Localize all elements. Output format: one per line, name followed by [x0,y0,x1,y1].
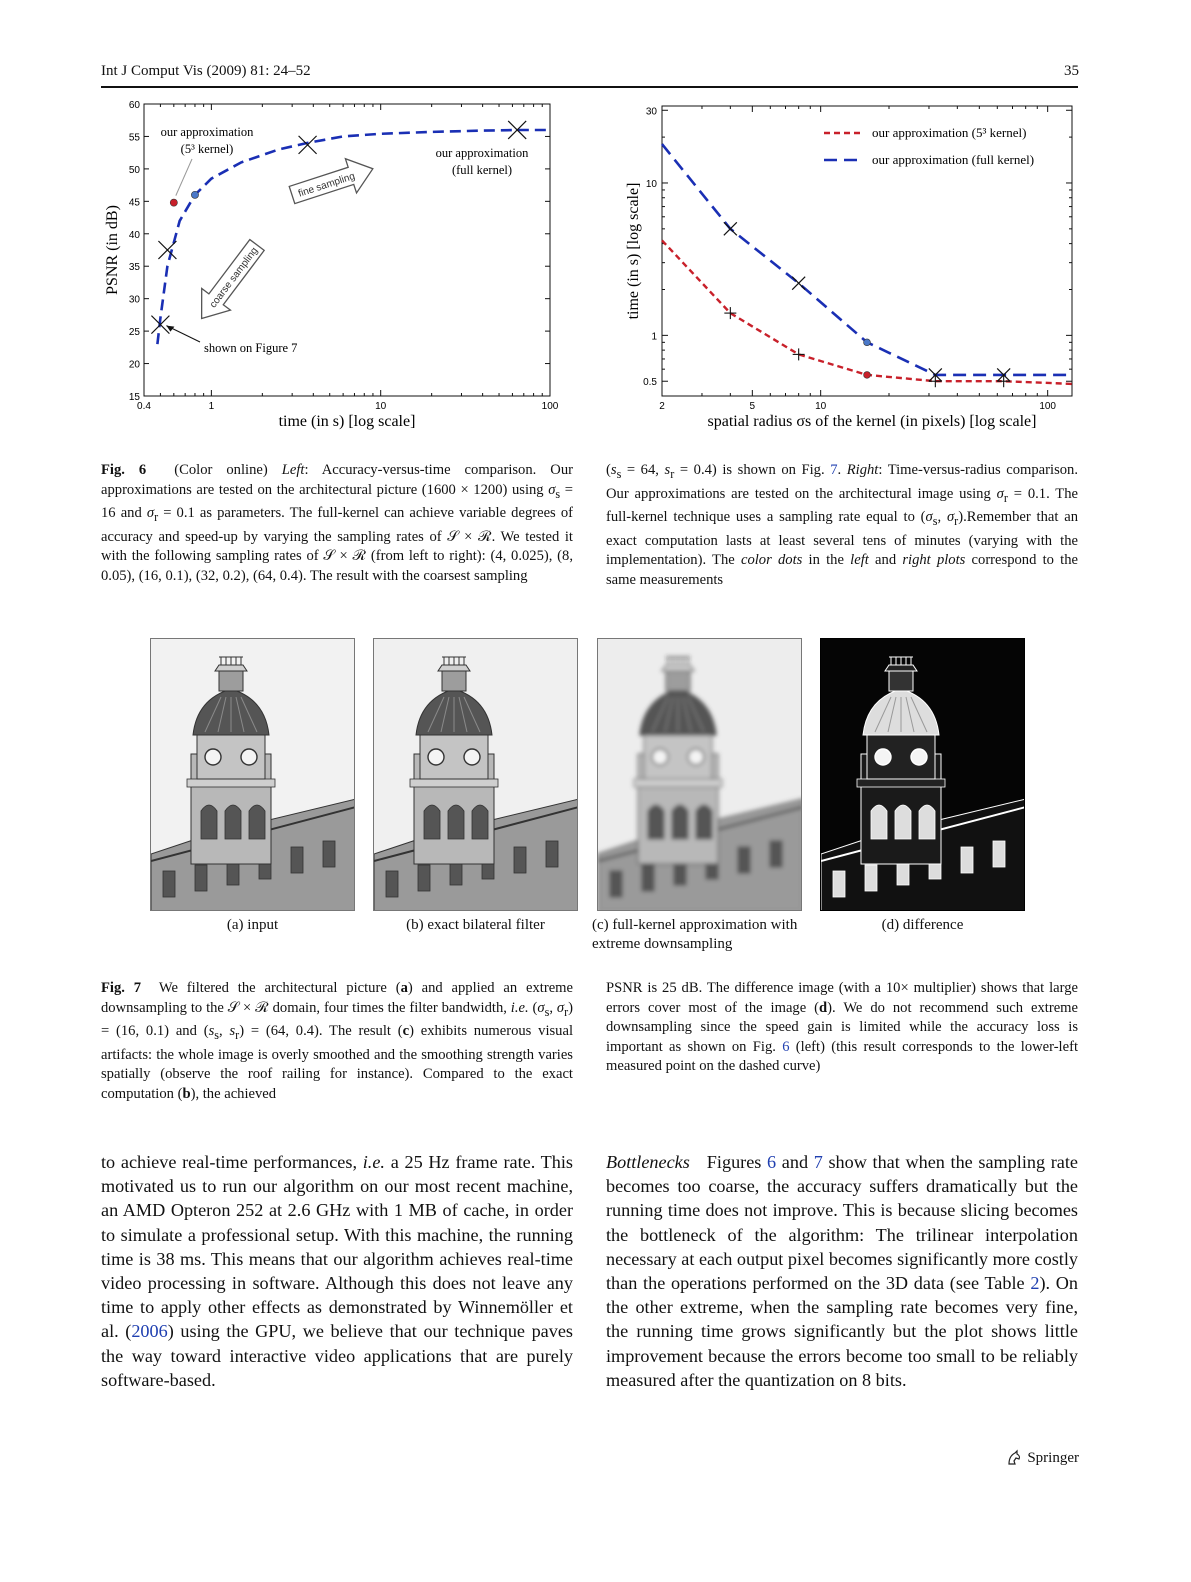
tower-arch-window [201,805,217,839]
lantern-top [215,665,247,671]
header-rule [101,86,1078,88]
annotation-full-line2: (full kernel) [451,163,513,177]
five-kernel-point-2 [793,348,805,360]
tower-ledge [410,779,498,787]
wing-window [546,841,558,867]
subcaption-b: (b) exact bilateral filter [406,917,545,933]
building-illustration-approx [598,639,802,911]
clock-face-right [688,749,704,765]
body-column-left: to achieve real-time performances, i.e. a 25 Hz frame rate. This motivated us to run our algorithm on our most recent machine, an AMD Opteron 252 at 2.6 GHz with 1 MB of cache, in order to simulate a professional setup. With this machine, the running time is 38 ms. This means that our algorithm achieves real-time video processing in software. Although this does not leave any time to apply other effects as demonstrated by Winnemöller et al. (2006) using the GPU, we believe that our technique paves the way toward interactive video applications that are purely software-based. [101,1152,573,1390]
wing-window [738,847,750,873]
fine-sampling-arrow [286,152,378,213]
five-kernel-point-4 [929,375,941,387]
y-tick-label: 60 [128,100,140,111]
x-tick-label: 1 [208,401,215,412]
lantern [889,671,913,691]
y-tick-label: 45 [128,197,140,209]
legend-label-full: our approximation (full kernel) [872,152,1035,167]
fig7-caption-right-text: PSNR is 25 dB. The difference image (with a 10× multiplier) shows that large errors cover most of the image (d). We do not recommend such extreme downsampling since the speed gain is limited while the accuracy loss is important as shown on Fig. 6 (left) (this result corresponds to the lower-left measured point on the dashed curve) [606,980,1078,1075]
psnr-vs-time-chart [95,95,585,440]
y-tick-label: 1 [651,331,657,343]
tower-arch-window [472,805,488,839]
five-kernel-point-5 [998,375,1010,387]
y-tick-label: 55 [128,132,140,144]
five-kernel-series-line [662,240,1072,384]
annotation-full-line1: our approximation [435,146,529,160]
photo-full-kernel [597,638,802,911]
publisher-logo [1005,1449,1079,1467]
y-axis-label: PSNR (in dB) [104,205,121,295]
clock-face-right [911,749,927,765]
y-tick-label: 40 [128,229,140,241]
tower-arch-window [895,805,911,839]
lantern-top [885,665,917,671]
building-illustration-input [151,639,355,911]
fig6-caption-left-text: (Color online) Left: Accuracy-versus-time comparison. Our approximations are tested on the architectural picture (1600 × 1200) using $\sigma_s = 16$ and $\sigma_r = 0.1$ as parameters. The full-kernel can achieve variable degrees of accuracy and speed-up by varying the sampling rates of 𝒮 × ℛ. We tested it with the following sampling rates of 𝒮 × ℛ (from left to right): (4, 0.025), (8, 0.05), (16, 0.1), (32, 0.2), (64, 0.4). The result with the coarsest sampling [101,462,573,584]
tower-arch-window [696,805,712,839]
wing-window [642,865,654,891]
y-tick-label: 10 [645,178,657,190]
tower-ledge [634,779,722,787]
fig7-caption-right [606,979,1078,1077]
lantern [666,671,690,691]
annotation-5k-line2: (5³ kernel) [180,142,234,156]
running-header: Int J Comput Vis (2009) 81: 24–52 [101,63,311,79]
plot-frame [662,106,1072,396]
wing-window [833,871,845,897]
annotation-5k-line1: our approximation [160,125,254,139]
wing-window [291,847,303,873]
tower-arch-window [919,805,935,839]
lantern-top [438,665,470,671]
photo-difference [820,638,1025,911]
x-tick-label: 10 [375,401,387,412]
color-dot-0 [170,199,177,206]
fine-sampling-label: fine sampling [296,170,357,200]
wing-window [514,847,526,873]
subcaption-a: (a) input [226,917,279,933]
coarse-sampling-label: coarse sampling [207,245,261,311]
wing-window [163,871,175,897]
x-tick-label: 10 [815,401,827,412]
color-dot-1 [864,372,871,379]
wing-window [195,865,207,891]
full-kernel-point-1 [724,222,737,235]
x-axis-label: time (in s) [log scale] [278,413,416,430]
y-tick-label: 15 [128,392,140,403]
tower-arch-window [871,805,887,839]
x-tick-label: 100 [1039,401,1057,412]
body-column-right: Bottlenecks Figures 6 and 7 show that when the sampling rate becomes too coarse, the accuracy suffers dramatically but the running time does not improve. This is because slicing becomes the bottleneck of the algorithm: The trilinear interpolation necessary at each output pixel becomes significantly more costly than the operations performed on the 3D data (see Table 2). On the other extreme, when the sampling rate becomes very fine, the running time grows significantly but the plot shows little improvement because the errors become too small to be reliably measured after the quantization on 8 bits. [606,1152,1078,1390]
publisher-name: Springer [1027,1449,1079,1466]
full-kernel-point-2 [792,277,805,290]
fig7-caption-left-text: We filtered the architectural picture (a) and applied an extreme downsampling to the 𝒮 × ℛ domain, four times the filter bandwidth, i.e. ($\sigma_s$, $\sigma_r) = (16$, 0.1) and ($s_s$, $s_r) = (64$, 0.4). The result (c) exhibits numerous visual artifacts: the whole image is overly smoothed and the smoothing strength varies spatially (observe the roof railing for instance). Compared to the exact computation (b), the achieved [101,980,574,1102]
y-tick-label: 35 [128,262,140,274]
building-illustration-difference [821,639,1025,911]
color-dot-0 [864,339,871,346]
building-illustration-exact [374,639,578,911]
coarse-sampling-arrow [187,234,271,329]
lantern-top [662,665,694,671]
x-tick-label: 2 [659,401,665,412]
y-tick-label: 20 [128,359,140,371]
wing-window [865,865,877,891]
annotation-figure7: shown on Figure 7 [204,341,298,355]
legend-label-5k: our approximation (5³ kernel) [872,125,1027,140]
subcaption-c: (c) full-kernel approximation with extreme downsampling [592,917,798,952]
clock-face-right [464,749,480,765]
tower-arch-window [648,805,664,839]
wing-window [323,841,335,867]
tower-arch-window [448,805,464,839]
time-vs-radius-chart [612,100,1082,440]
clock-face-left [428,749,444,765]
y-tick-label: 50 [128,164,140,176]
clock-face-right [241,749,257,765]
x-tick-label: 5 [749,401,756,412]
fig7-caption-left [101,979,573,1104]
tower-ledge [187,779,275,787]
fig7-label: Fig. 7 [101,980,142,996]
y-tick-label: 30 [645,106,657,118]
page-number: 35 [1064,63,1079,79]
wing-window [770,841,782,867]
lantern [219,671,243,691]
photo-input [150,638,355,911]
wing-window [610,871,622,897]
x-tick-label: 100 [541,401,559,412]
clock-face-left [875,749,891,765]
y-axis-label: time (in s) [log scale] [625,182,642,320]
fig6-caption-right [606,461,1078,590]
y-tick-label: 25 [128,327,140,339]
fig6-caption-left [101,461,573,586]
tower-arch-window [249,805,265,839]
measured-point-1 [158,241,176,259]
y-tick-label: 0.5 [643,377,657,389]
color-dot-1 [191,191,198,198]
tower-arch-window [225,805,241,839]
tower-arch-window [424,805,440,839]
wing-window [418,865,430,891]
clock-face-left [652,749,668,765]
springer-horse-icon [1005,1449,1023,1467]
lantern [442,671,466,691]
wing-window [386,871,398,897]
clock-face-left [205,749,221,765]
wing-window [961,847,973,873]
y-tick-label: 30 [128,294,140,306]
fig6-caption-right-text: ($s_s = 64$, $s_r = 0.4$) is shown on Fig. 7. Right: Time-versus-radius comparison. Our approximations are tested on the architectural image using $\sigma_r = 0.1$. The full-kernel technique uses a sampling rate equal to ($\sigma_s$, $\sigma_r).Remember$ that an exact computation lasts at least several tens of minutes (varying with the implementation). The color dots in the left and right plots correspond to the same measurements [606,462,1079,588]
annotation-5k-pointer [176,159,192,196]
x-tick-label: 0.4 [137,401,151,412]
fig6-label: Fig. 6 [101,462,147,478]
photo-exact-bilateral [373,638,578,911]
subcaption-d: (d) difference [881,917,964,933]
x-axis-label: spatial radius σs of the kernel (in pixels) [log scale] [707,413,1037,430]
wing-window [993,841,1005,867]
tower-arch-window [672,805,688,839]
tower-ledge [857,779,945,787]
